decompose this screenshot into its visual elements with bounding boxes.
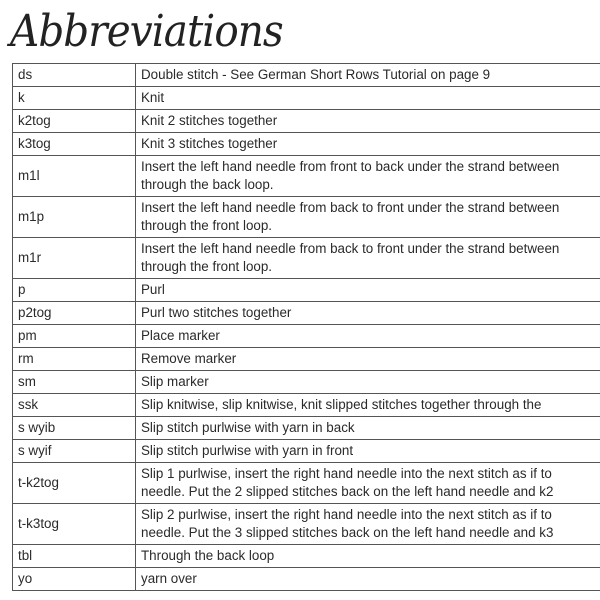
definition-line: through the front loop. [141,258,273,274]
abbreviation-term: t-k2tog [13,463,136,504]
definition-line: needle. Put the 3 slipped stitches back on the left hand needle and k3 [141,524,554,540]
abbreviation-definition [136,545,600,568]
table-row [13,325,600,348]
definition-line: through the front loop. [141,217,273,233]
table-row [13,568,600,591]
abbreviation-definition [136,417,600,440]
abbreviation-definition [136,279,600,302]
definition-line: Insert the left hand needle from back to front under the strand between [141,199,560,215]
abbreviation-definition [136,440,600,463]
table-row [13,463,600,504]
abbreviation-term: ssk [13,394,136,417]
abbreviation-definition [136,371,600,394]
definition-line: through the back loop. [141,176,274,192]
definition-line: Knit [141,89,165,105]
table-row [13,279,600,302]
table-row [13,371,600,394]
table-row [13,197,600,238]
table-row [13,302,600,325]
abbreviation-term: s wyif [13,440,136,463]
abbreviation-definition [136,504,600,545]
abbreviation-term: rm [13,348,136,371]
definition-line: Purl [141,281,165,297]
abbreviation-term: sm [13,371,136,394]
page-title: Abbreviations [10,6,283,57]
abbreviation-definition [136,568,600,591]
abbreviation-definition [136,133,600,156]
abbreviation-term: yo [13,568,136,591]
table-row [13,133,600,156]
abbreviations-table [12,63,600,591]
definition-line: Slip stitch purlwise with yarn in front [141,442,354,458]
abbreviation-term: ds [13,64,136,87]
abbreviation-definition [136,348,600,371]
table-row [13,110,600,133]
abbreviation-term: m1r [13,238,136,279]
table-row [13,87,600,110]
definition-line: Place marker [141,327,220,343]
definition-line: Remove marker [141,350,237,366]
abbreviation-term: s wyib [13,417,136,440]
abbreviation-term: m1l [13,156,136,197]
table-row [13,545,600,568]
definition-line: yarn over [141,570,197,586]
table-row [13,394,600,417]
table-row [13,238,600,279]
definition-line: Double stitch - See German Short Rows Tutorial on page 9 [141,66,491,82]
definition-line: Knit 2 stitches together [141,112,278,128]
definition-line: Slip marker [141,373,209,389]
definition-line: Insert the left hand needle from back to front under the strand between [141,240,560,256]
definition-line: Purl two stitches together [141,304,292,320]
definition-line: Slip knitwise, slip knitwise, knit slipped stitches together through the [141,396,542,412]
definition-line: Insert the left hand needle from front to back under the strand between [141,158,560,174]
abbreviation-term: p2tog [13,302,136,325]
abbreviation-definition [136,156,600,197]
abbreviation-term: tbl [13,545,136,568]
table-row [13,417,600,440]
abbreviation-term: k3tog [13,133,136,156]
abbreviation-definition [136,110,600,133]
definition-line: needle. Put the 2 slipped stitches back on the left hand needle and k2 [141,483,554,499]
abbreviation-definition [136,87,600,110]
table-row [13,156,600,197]
definition-line: Knit 3 stitches together [141,135,278,151]
abbreviations-table-body [13,64,600,591]
abbreviation-term: k [13,87,136,110]
abbreviation-definition [136,302,600,325]
abbreviation-definition [136,197,600,238]
abbreviation-term: p [13,279,136,302]
abbreviation-definition [136,463,600,504]
definition-line: Slip stitch purlwise with yarn in back [141,419,355,435]
abbreviation-definition [136,394,600,417]
abbreviation-definition [136,238,600,279]
abbreviation-term: m1p [13,197,136,238]
definition-line: Through the back loop [141,547,275,563]
definition-line: Slip 1 purlwise, insert the right hand needle into the next stitch as if to [141,465,552,481]
abbreviation-term: t-k3tog [13,504,136,545]
table-row [13,64,600,87]
definition-line: Slip 2 purlwise, insert the right hand needle into the next stitch as if to [141,506,552,522]
abbreviation-term: k2tog [13,110,136,133]
table-row [13,504,600,545]
abbreviation-definition [136,64,600,87]
table-row [13,440,600,463]
abbreviation-definition [136,325,600,348]
table-row [13,348,600,371]
abbreviation-term: pm [13,325,136,348]
